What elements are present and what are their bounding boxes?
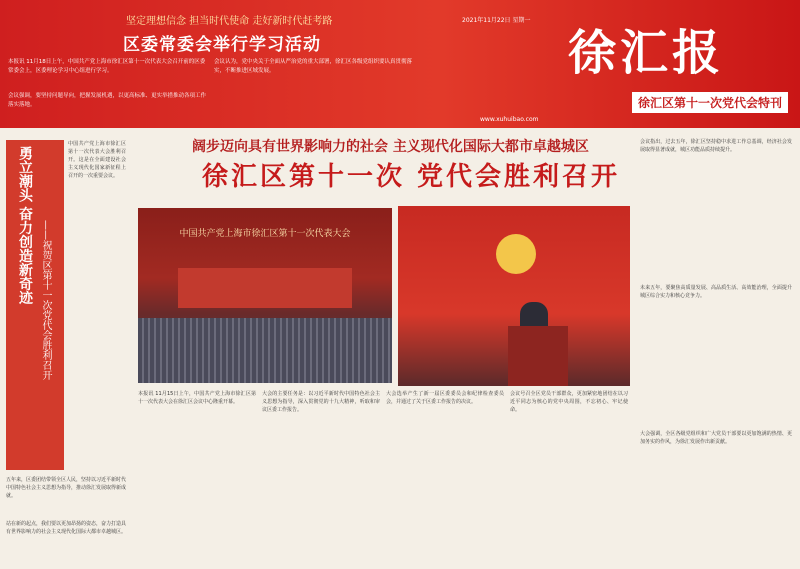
commentary-banner	[6, 140, 64, 470]
left-column	[0, 128, 130, 569]
issue-info: 2021年11月22日 星期一	[462, 17, 531, 24]
right-text-3: 大会强调，全区各级党组织和广大党员干部要以更加饱满的热情、更加务实的作风，为徐汇发展作出新贡献。	[640, 431, 792, 445]
audience-seats	[138, 318, 392, 383]
party-emblem-icon	[496, 234, 536, 274]
speaker-photo	[398, 206, 630, 386]
newspaper-title: 徐汇报	[568, 25, 725, 81]
masthead-text-3: 会议强调，要坚持问题导向，把握发展机遇，以更高标准、更实举措推动各项工作落实落地。	[8, 93, 207, 108]
article-text-2: 大会的主要任务是：以习近平新时代中国特色社会主义思想为指导，深入贯彻党的十九大精神，听取和审议区委工作报告。	[262, 391, 380, 413]
headline-top: 区委常委会举行学习活动	[123, 35, 321, 55]
main-article	[132, 128, 632, 569]
masthead	[0, 0, 800, 128]
masthead-left	[8, 6, 438, 122]
right-column	[636, 128, 796, 569]
right-text-2: 未来五年，要聚焦高质量发展、高品质生活、高效能治理，全面提升城区综合实力和核心竞争力。	[640, 285, 792, 299]
commentary-text-1: 中国共产党上海市徐汇区第十一次代表大会胜利召开。这是在全面建设社会主义现代化国家新征程上召开的一次重要会议。	[68, 141, 126, 179]
special-edition-label: 徐汇区第十一次党代会特刊	[632, 92, 788, 113]
commentary-text-3: 站在新的起点，我们要以更加昂扬的姿态，奋力打造具有世界影响力的社会主义现代化国际大都市卓越城区。	[6, 521, 126, 535]
article-text-4: 会议号召全区党员干部群众，更加紧密地团结在以习近平同志为核心的党中央周围，不忘初心、牢记使命。	[510, 391, 628, 413]
masthead-text-2: 会议认为，党中央关于全面从严治党的重大部署，徐汇区各级党组织要认真贯彻落实，不断推进区域发展。	[214, 59, 413, 74]
article-text-1: 本报讯 11月15日上午，中国共产党上海市徐汇区第十一次代表大会在徐汇区会议中心隆重开幕。	[138, 391, 256, 405]
stage	[178, 268, 352, 308]
right-text-1: 会议指出，过去五年，徐汇区坚持稳中求进工作总基调，经济社会发展取得显著成就，城区功能品质持续提升。	[640, 139, 792, 153]
main-headline: 徐汇区第十一次 党代会胜利召开	[202, 162, 621, 192]
commentary-subtitle: ——祝贺区第十一次党代会胜利召开	[40, 220, 51, 380]
podium	[508, 326, 568, 386]
congress-banner: 中国共产党上海市徐汇区第十一次代表大会	[179, 229, 351, 239]
website: www.xuhuibao.com	[480, 116, 539, 123]
commentary-text-2: 五年来，区委团结带领全区人民，坚持以习近平新时代中国特色社会主义思想为指导，推动徐汇发展取得新成就。	[6, 477, 126, 499]
slogan: 坚定理想信念 担当时代使命 走好新时代赶考路	[126, 16, 333, 27]
congress-hall-photo	[138, 208, 392, 383]
masthead-text-1: 本报讯 11月18日上午，中国共产党上海市徐汇区第十一次代表大会召开前的区委常委会上，区委理论学习中心组进行学习。	[8, 59, 206, 74]
commentary-title: 勇立潮头 奋力创造新奇迹	[17, 146, 33, 305]
article-text-3: 大会选举产生了新一届区委委员会和纪律检查委员会，并通过了关于区委工作报告的决议。	[386, 391, 504, 405]
subheadline: 阔步迈向具有世界影响力的社会 主义现代化国际大都市卓越城区	[192, 139, 589, 155]
